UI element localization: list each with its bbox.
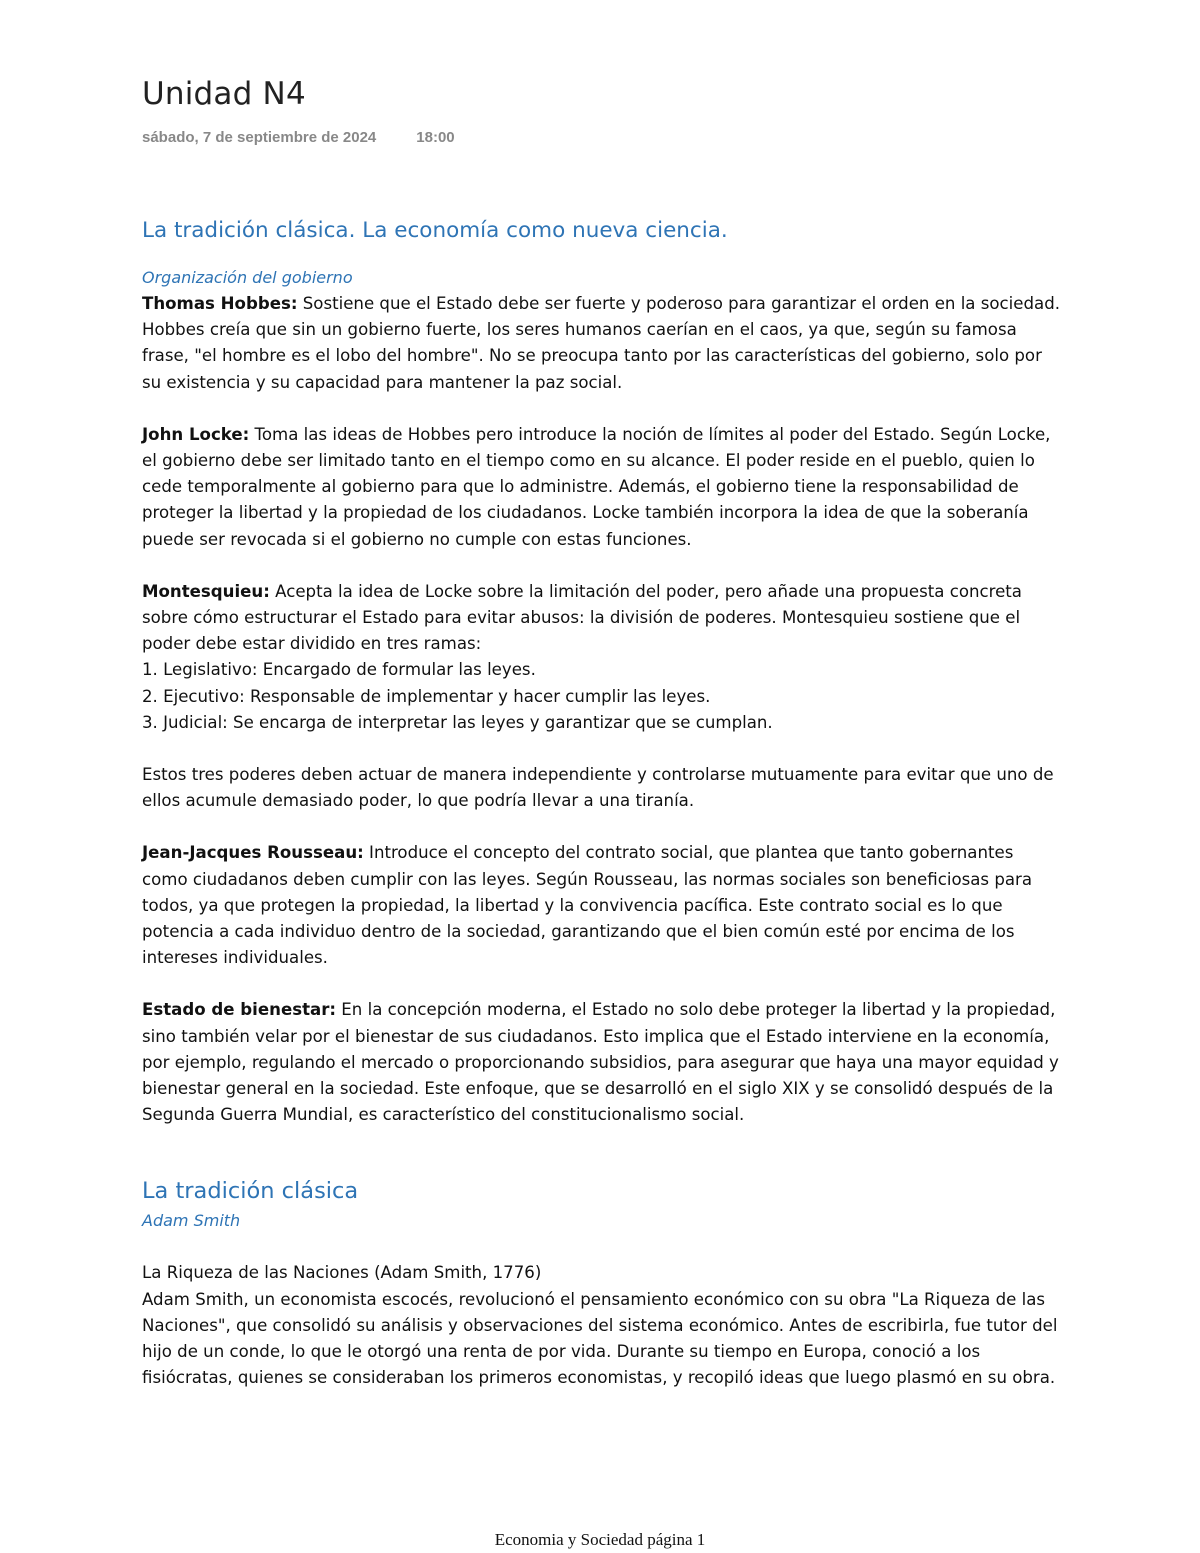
- page-date: sábado, 7 de septiembre de 2024: [142, 129, 377, 146]
- paragraph-poderes: Estos tres poderes deben actuar de manera independiente y controlarse mutuamente para evitar que uno de ellos acumule demasiado poder, lo que podría llevar a una tiranía.: [142, 765, 1054, 811]
- page-datetime: [142, 129, 455, 146]
- text-locke: Toma las ideas de Hobbes pero introduce la noción de límites al poder del Estado. Según Locke, el gobierno debe ser limitado tanto en el tiempo como en su alcance. El poder reside en el pueblo, quien lo cede temporalmente al gobierno para que lo administre. Además, el gobierno tiene la responsabilidad de proteger la libertad y la propiedad de los ciudadanos. Locke también incorpora la idea de que la soberanía puede ser revocada si el gobierno no cumple con estas funciones.: [142, 424, 1051, 549]
- page-content: [142, 214, 1062, 1392]
- term-bienestar: Estado de bienestar:: [142, 1000, 337, 1020]
- term-rousseau: Jean-Jacques Rousseau:: [142, 843, 364, 863]
- list-item: 1. Legislativo: Encargado de formular las leyes.: [142, 660, 536, 680]
- list-item: 2. Ejecutivo: Responsable de implementar y hacer cumplir las leyes.: [142, 686, 711, 706]
- text-rousseau: Introduce el concepto del contrato social, que plantea que tanto gobernantes como ciudadanos deben cumplir con las leyes. Según Rousseau, las normas sociales son beneficiosas para todos, ya que protegen la propiedad, la libertad y la convivencia pacífica. Este contrato social es lo que potencia a cada individuo dentro de la sociedad, garantizando que el bien común esté por encima de los intereses individuales.: [142, 843, 1033, 968]
- section-heading-2: La tradición clásica: [142, 1178, 359, 1205]
- paragraph-hobbes: [142, 291, 1062, 396]
- page-title: Unidad N4: [142, 76, 306, 112]
- paragraph-adam-smith: Adam Smith, un economista escocés, revolucionó el pensamiento económico con su obra "La Riqueza de las Naciones", que consolidó su análisis y observaciones del sistema económico. Antes de escribirla, fue tutor del hijo de un conde, lo que le otorgó una renta de por vida. Durante su tiempo en Europa, conoció a los fisiócratas, quienes se consideraban los primeros economistas, y recopiló ideas que luego plasmó en su obra.: [142, 1289, 1058, 1388]
- paragraph-bienestar: [142, 997, 1062, 1128]
- section-heading-1: La tradición clásica. La economía como nueva ciencia.: [142, 218, 728, 243]
- text-bienestar: En la concepción moderna, el Estado no solo debe proteger la libertad y la propiedad, sino también velar por el bienestar de sus ciudadanos. Esto implica que el Estado interviene en la economía, por ejemplo, regulando el mercado o proporcionando subsidios, para asegurar que haya una mayor equidad y bienestar general en la sociedad. Este enfoque, que se desarrolló en el siglo XIX y se consolidó después de la Segunda Guerra Mundial, es característico del constitucionalismo social.: [142, 1000, 1059, 1125]
- term-hobbes: Thomas Hobbes:: [142, 294, 298, 313]
- text-hobbes: Sostiene que el Estado debe ser fuerte y poderoso para garantizar el orden en la sociedad. Hobbes creía que sin un gobierno fuerte, los seres humanos caerían en el caos, ya que, según su famosa frase, "el hombre es el lobo del hombre". No se preocupa tanto por las características del gobierno, solo por su existencia y su capacidad para mantener la paz social.: [142, 294, 1061, 392]
- page-footer: Economia y Sociedad página 1: [494, 1530, 706, 1549]
- book-title: La Riqueza de las Naciones (Adam Smith, 1776): [142, 1263, 542, 1283]
- list-item: 3. Judicial: Se encarga de interpretar las leyes y garantizar que se cumplan.: [142, 712, 773, 732]
- subheading-adam-smith: Adam Smith: [142, 1211, 241, 1231]
- page-time: 18:00: [416, 129, 455, 146]
- paragraph-montesquieu: [142, 579, 1062, 658]
- paragraph-locke: [142, 422, 1062, 553]
- subheading-organizacion: Organización del gobierno: [142, 268, 353, 287]
- text-montesquieu: Acepta la idea de Locke sobre la limitación del poder, pero añade una propuesta concreta sobre cómo estructurar el Estado para evitar abusos: la división de poderes. Montesquieu sostiene que el poder debe estar dividido en tres ramas:: [142, 581, 1022, 654]
- term-locke: John Locke:: [142, 424, 250, 444]
- paragraph-rousseau: [142, 840, 1062, 971]
- term-montesquieu: Montesquieu:: [142, 581, 270, 601]
